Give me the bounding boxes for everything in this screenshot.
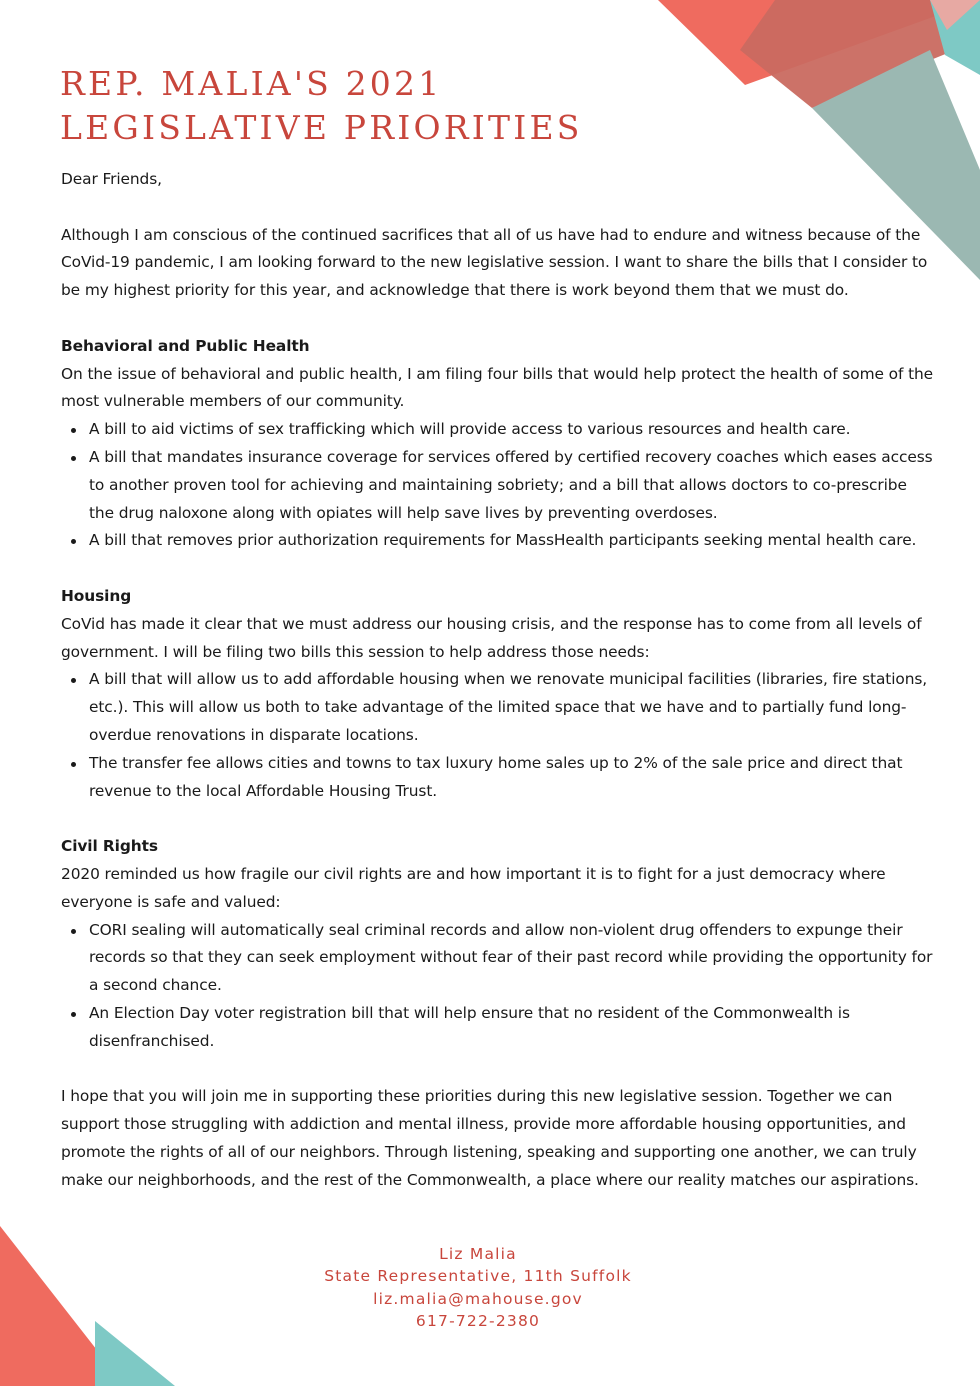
list-item: A bill to aid victims of sex trafficking which will provide access to various resources and health care.	[61, 416, 936, 444]
list-item: The transfer fee allows cities and towns to tax luxury home sales up to 2% of the sale price and direct that revenue to the local Affordable Housing Trust.	[61, 750, 936, 806]
list-item: A bill that mandates insurance coverage for services offered by certified recovery coaches which eases access to another proven tool for achieving and maintaining sobriety; and a bill that allows doctors to co-prescribe the drug naloxone along with opiates will help save lives by preventing overdoses.	[61, 444, 936, 527]
signature-block	[0, 1243, 956, 1332]
intro-paragraph: Although I am conscious of the continued sacrifices that all of us have had to endure and witness because of the CoVid-19 pandemic, I am looking forward to the new legislative session. I want to share the bills that I consider to be my highest priority for this year, and acknowledge that there is work beyond them that we must do.	[61, 225, 928, 300]
list-item: A bill that will allow us to add affordable housing when we renovate municipal facilities (libraries, fire stations, etc.). This will allow us both to take advantage of the limited space that we have and to partially fund long-overdue renovations in disparate locations.	[61, 666, 936, 749]
signature-email: liz.malia@mahouse.gov	[373, 1289, 583, 1308]
page-title	[60, 62, 583, 150]
list-item: An Election Day voter registration bill that will help ensure that no resident of the Commonwealth is disenfranchised.	[61, 1000, 936, 1056]
title-line-2: LEGISLATIVE PRIORITIES	[60, 108, 583, 147]
bullet-list	[61, 917, 936, 1056]
bullet-list	[61, 666, 936, 805]
list-item: CORI sealing will automatically seal criminal records and allow non-violent drug offenders to expunge their records so that they can seek employment without fear of their past record while providing the opportunity for a second chance.	[61, 917, 936, 1000]
section-housing	[61, 583, 936, 805]
closing-paragraph: I hope that you will join me in supporting these priorities during this new legislative session. Together we can support those struggling with addiction and mental illness, provide more affordable housing opportunities, and promote the rights of all of our neighbors. Through listening, speaking and supporting one another, we can truly make our neighborhoods, and the rest of the Commonwealth, a place where our reality matches our aspirations.	[61, 1087, 919, 1189]
bullet-list	[61, 416, 936, 555]
section-behavioral-health	[61, 333, 936, 555]
title-line-1: REP. MALIA'S 2021	[60, 64, 443, 103]
section-heading: Civil Rights	[61, 837, 158, 856]
section-body: 2020 reminded us how fragile our civil rights are and how important it is to fight for a just democracy where everyone is safe and valued:	[61, 864, 886, 911]
section-heading: Housing	[61, 586, 132, 605]
section-body: CoVid has made it clear that we must address our housing crisis, and the response has to come from all levels of government. I will be filing two bills this session to help address those needs:	[61, 614, 922, 661]
list-item: A bill that removes prior authorization requirements for MassHealth participants seeking mental health care.	[61, 527, 936, 555]
signature-name: Liz Malia	[439, 1245, 517, 1263]
letter-body	[61, 166, 936, 1194]
section-civil-rights	[61, 833, 936, 1055]
section-body: On the issue of behavioral and public health, I am filing four bills that would help protect the health of some of the most vulnerable members of our community.	[61, 364, 934, 411]
signature-phone: 617-722-2380	[415, 1311, 541, 1330]
salutation: Dear Friends,	[61, 170, 162, 188]
signature-role: State Representative, 11th Suffolk	[324, 1267, 632, 1286]
section-heading: Behavioral and Public Health	[61, 336, 310, 355]
